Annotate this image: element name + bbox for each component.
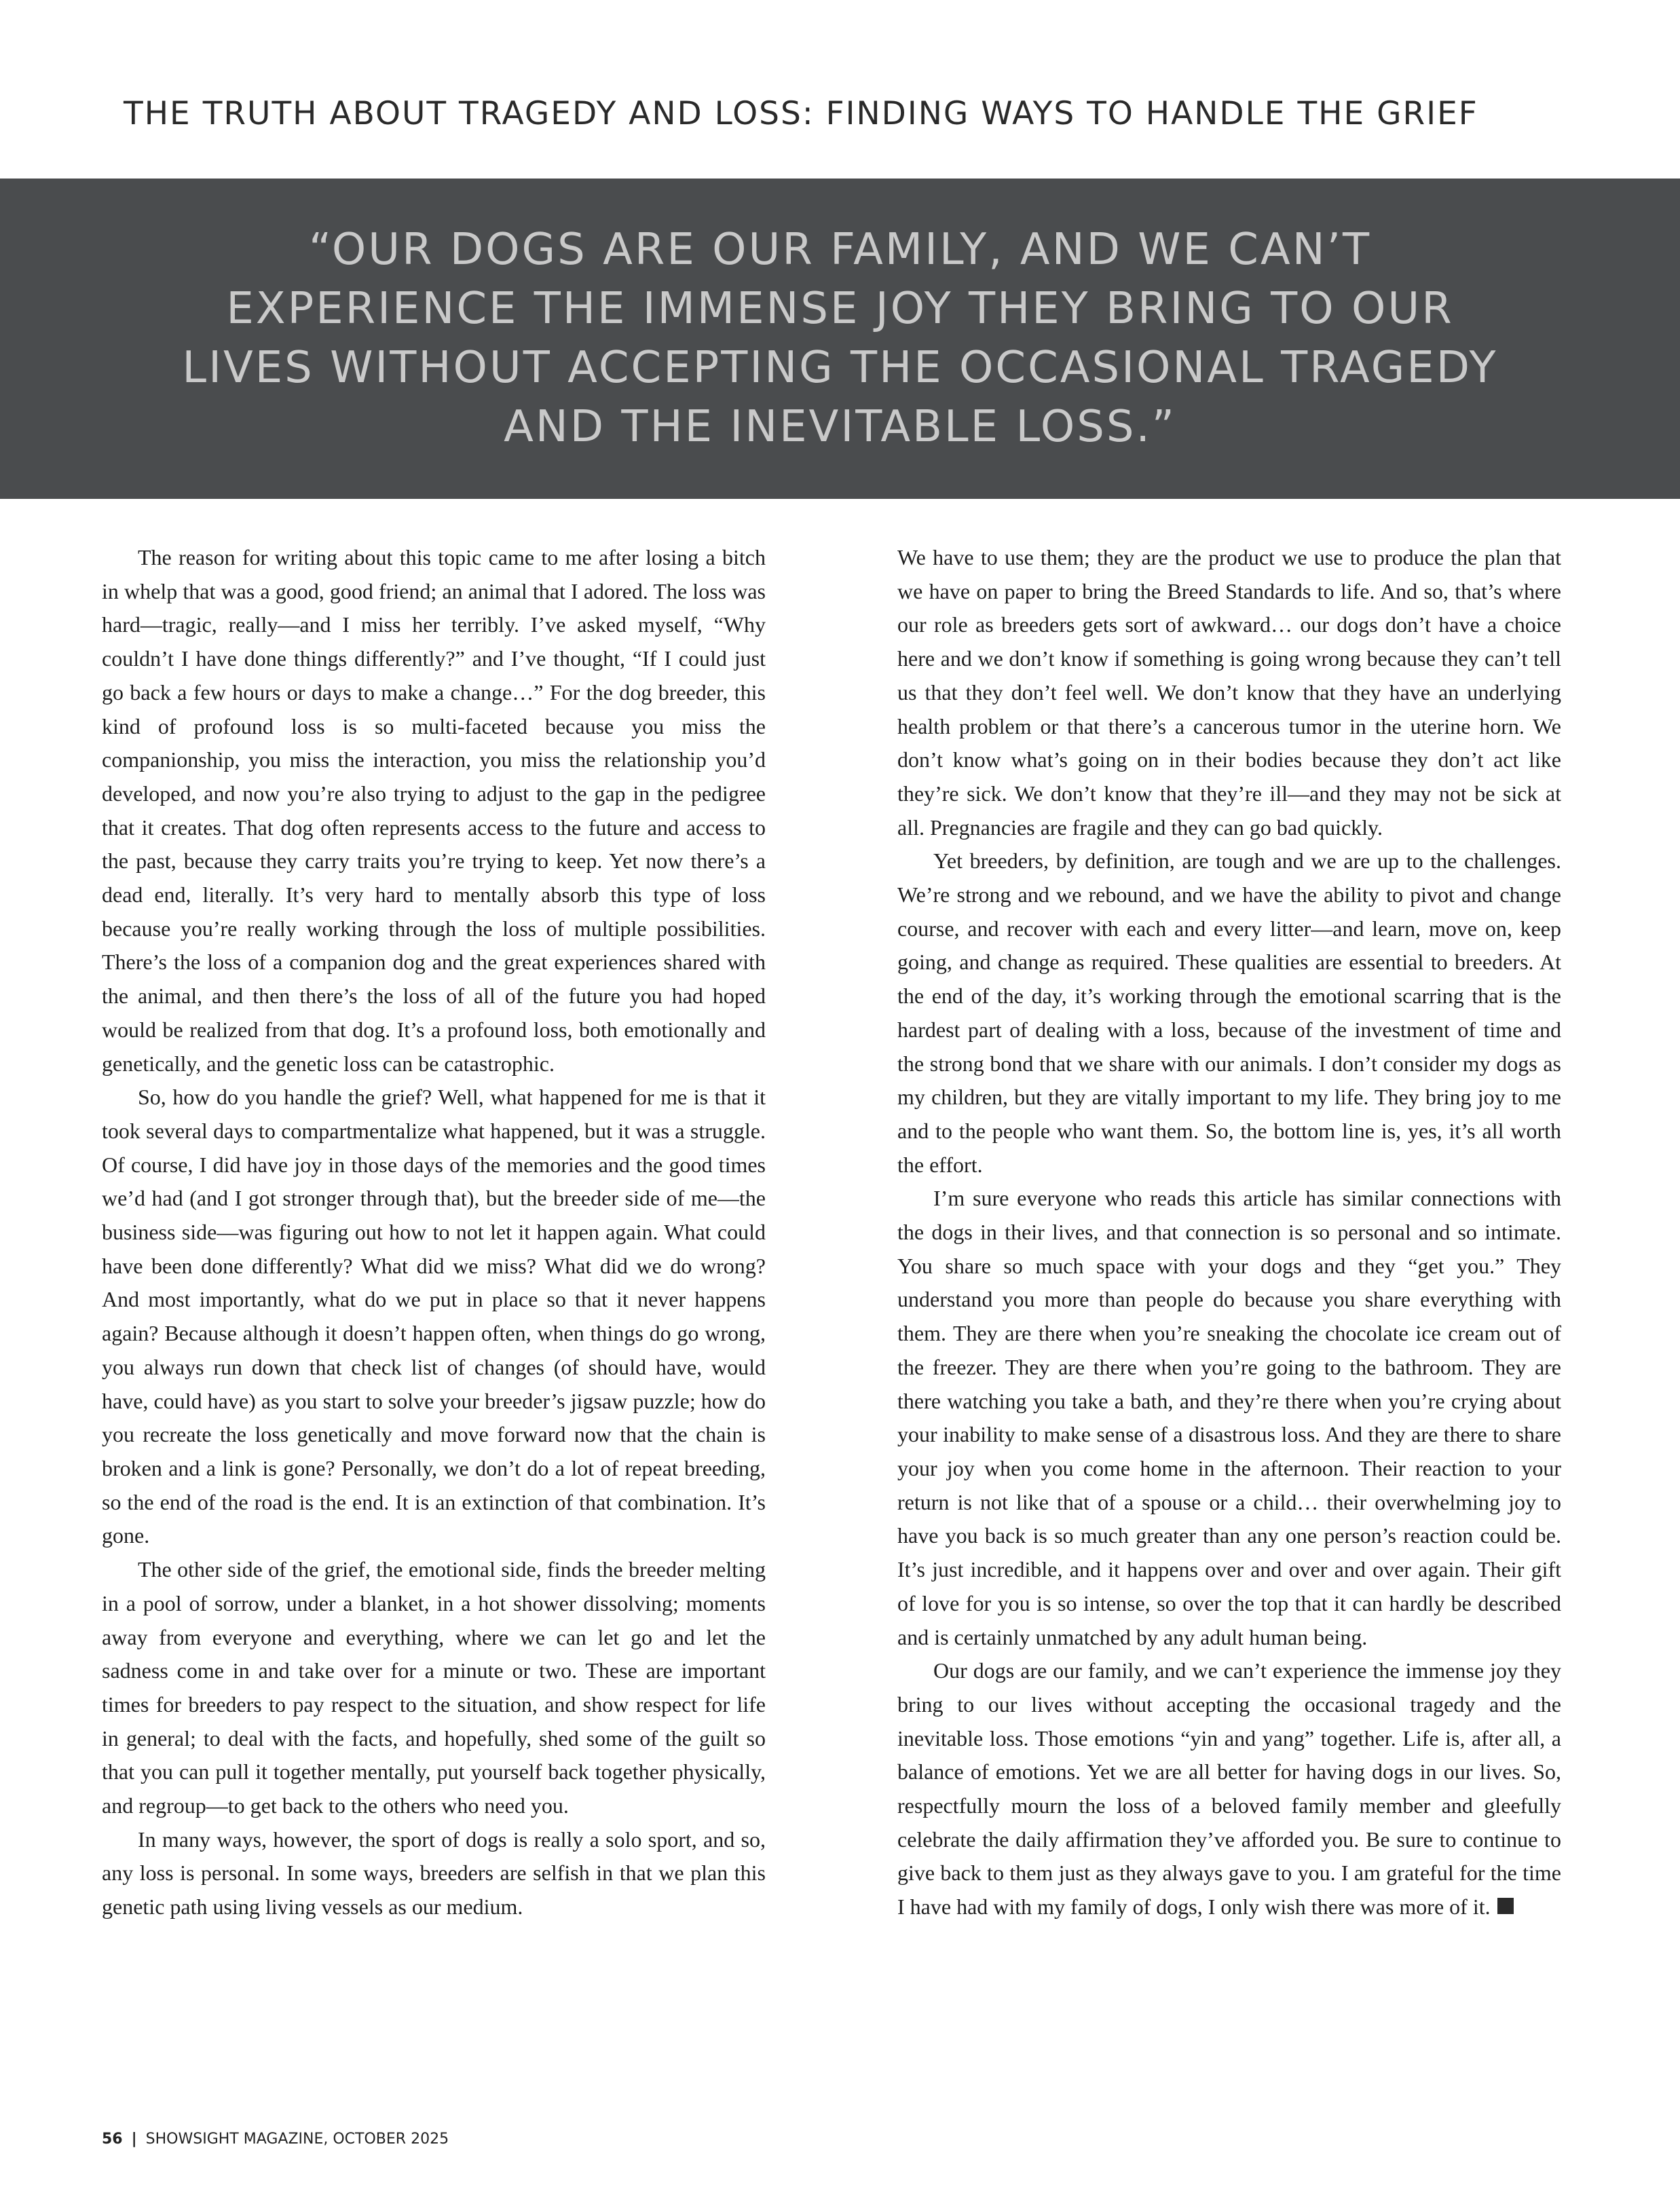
footer-separator: | <box>131 2131 137 2148</box>
left-column <box>102 541 766 1924</box>
body-paragraph: So, how do you handle the grief? Well, what happened for me is that it took several days to compartmentalize what happened, but it was a struggle. Of course, I did have joy in those days of the memories and the good times we’d had (and I got stronger through that), but the breeder side of me—the business side—was figuring out how to not let it happen again. What could have been done differently? What did we miss? What did we do wrong? And most importantly, what do we put in place so that it never happens again? Because although it doesn’t happen often, when things do go wrong, you always run down that check list of changes (of should have, would have, could have) as you start to solve your breeder’s jigsaw puzzle; how do you recreate the loss genetically and move forward now that the chain is broken and a link is gone? Personally, we don’t do a lot of repeat breeding, so the end of the road is the end. It is an extinction of that combination. It’s gone. <box>102 1085 766 1548</box>
body-paragraph: I’m sure everyone who reads this article has similar connections with the dogs in their lives, and that connection is so personal and so intimate. You share so much space with your dogs and they “get you.” They understand you more than people do because you share everything with them. They are there when you’re sneaking the chocolate ice cream out of the freezer. They are there when you’re going to the bathroom. They are there watching you take a bath, and they’re there when you’re crying about your inability to make sense of a disastrous loss. And they are there to share your joy when you come home in the afternoon. Their reaction to your return is not like that of a spouse or a child… their overwhelming joy to have you back is so much greater than any one person’s reaction could be. It’s just incredible, and it happens over and over and over again. Their gift of love for you is so intense, so over the top that it can hardly be described and is certainly unmatched by any adult human being. <box>897 1186 1561 1649</box>
article-title: THE TRUTH ABOUT TRAGEDY AND LOSS: FINDING WAYS TO HANDLE THE GRIEF <box>124 95 1478 132</box>
pull-quote-banner <box>0 179 1680 499</box>
pull-quote: “OUR DOGS ARE OUR FAMILY, AND WE CAN’T EXPERIENCE THE IMMENSE JOY THEY BRING TO OUR LIVES WITHOUT ACCEPTING THE OCCASIONAL TRAGEDY AND THE INEVITABLE LOSS.” <box>182 225 1498 452</box>
article-body <box>102 541 1561 1924</box>
body-paragraph: The reason for writing about this topic came to me after losing a bitch in whelp that was a good, good friend; an animal that I adored. The loss was hard—tragic, really—and I miss her terribly. I’ve asked myself, “Why couldn’t I have done things differently?” and I’ve thought, “If I could just go back a few hours or days to make a change…” For the dog breeder, this kind of profound loss is so multi-faceted because you miss the companionship, you miss the interaction, you miss the relationship you’d developed, and now you’re also trying to adjust to the gap in the pedigree that it creates. That dog often represents access to the future and access to the past, because they carry traits you’re trying to keep. Yet now there’s a dead end, literally. It’s very hard to mentally absorb this type of loss because you’re really working through the loss of multiple possibilities. There’s the loss of a companion dog and the great experiences shared with the animal, and then there’s the loss of all of the future you had hoped would be realized from that dog. It’s a profound loss, both emotionally and genetically, and the genetic loss can be catastrophic. <box>102 545 766 1076</box>
end-mark-square-icon <box>1497 1898 1514 1914</box>
body-paragraph: In many ways, however, the sport of dogs is really a solo sport, and so, any loss is personal. In some ways, breeders are selfish in that we plan this genetic path using living vessels as our medium. <box>102 1827 766 1920</box>
body-paragraph: We have to use them; they are the product we use to produce the plan that we have on paper to bring the Breed Standards to life. And so, that’s where our role as breeders gets sort of awkward… our dogs don’t have a choice here and we don’t know if something is going wrong because they can’t tell us that they don’t feel well. We don’t know that they have an underlying health problem or that there’s a cancerous tumor in the uterine horn. We don’t know what’s going on in their bodies because they don’t act like they’re sick. We don’t know that they’re ill—and they may not be sick at all. Pregnancies are fragile and they can go bad quickly. <box>897 545 1561 840</box>
body-paragraph: Yet breeders, by definition, are tough and we are up to the challenges. We’re strong and we rebound, and we have the ability to pivot and change course, and recover with each and every litter—and learn, move on, keep going, and change as required. These qualities are essential to breeders. At the end of the day, it’s working through the emotional scarring that is the hardest part of dealing with a loss, because of the investment of time and the strong bond that we share with our animals. I don’t consider my dogs as my children, but they are vitally important to my life. They bring joy to me and to the people who want them. So, the bottom line is, yes, it’s all worth the effort. <box>897 848 1561 1177</box>
publication-name: SHOWSIGHT MAGAZINE, OCTOBER 2025 <box>145 2131 449 2148</box>
page-number: 56 <box>102 2131 123 2148</box>
right-column <box>897 541 1561 1924</box>
final-paragraph-text: Our dogs are our family, and we can’t experience the immense joy they bring to our lives without accepting the occasional tragedy and the inevitable loss. Those emotions “yin and yang” together. Life is, after all, a balance of emotions. Yet we are all better for having dogs in our lives. So, respectfully mourn the loss of a beloved family member and gleefully celebrate the daily affirmation they’ve afforded you. Be sure to continue to give back to them just as they always gave to you. I am grateful for the time I have had with my family of dogs, I only wish there was more of it. <box>897 1658 1561 1920</box>
body-paragraph-final <box>897 1654 1561 1924</box>
page-footer <box>102 2131 449 2148</box>
body-paragraph: The other side of the grief, the emotional side, finds the breeder melting in a pool of sorrow, under a blanket, in a hot shower dissolving; moments away from everyone and everything, where we can let go and let the sadness come in and take over for a minute or two. These are important times for breeders to pay respect to the situation, and show respect for life in general; to deal with the facts, and hopefully, shed some of the guilt so that you can pull it together mentally, put yourself back together physically, and regroup—to get back to the others who need you. <box>102 1557 766 1818</box>
